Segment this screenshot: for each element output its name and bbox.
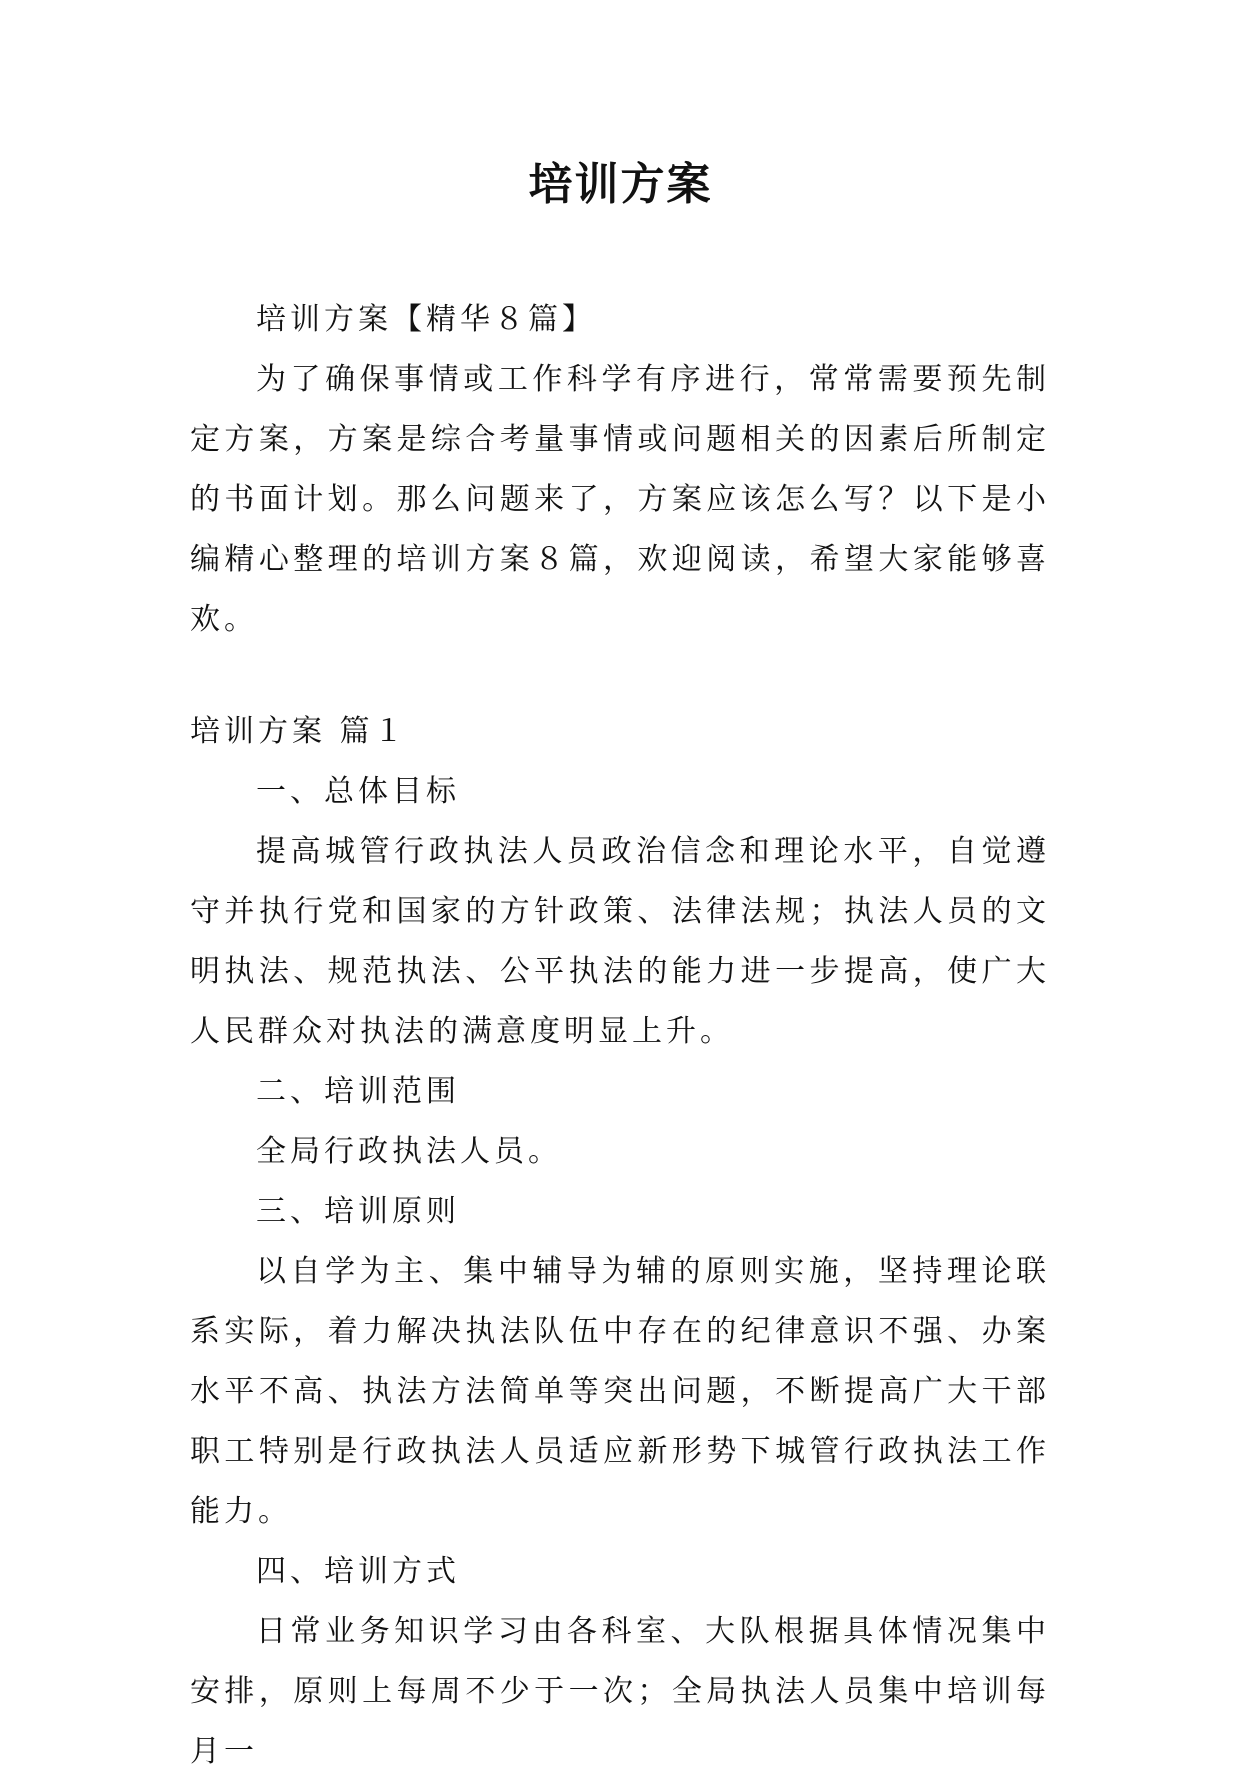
heading-training-principle: 三、培训原则 (256, 1194, 460, 1229)
section-spacer (190, 650, 1050, 702)
intro-paragraph: 为了确保事情或工作科学有序进行，常常需要预先制定方案，方案是综合考量事情或问题相关的因素后所制定的书面计划。那么问题来了，方案应该怎么写？以下是小编精心整理的培训方案８篇，欢迎阅读，希望大家能够喜欢。 (190, 362, 1050, 637)
paragraph-training-principle: 以自学为主、集中辅导为辅的原则实施，坚持理论联系实际，着力解决执法队伍中存在的纪律意识不强、办案水平不高、执法方法简单等突出问题，不断提高广大干部职工特别是行政执法人员适应新形势下城管行政执法工作能力。 (190, 1254, 1050, 1529)
heading-general-goal: 一、总体目标 (256, 774, 460, 809)
paragraph-training-scope: 全局行政执法人员。 (256, 1134, 562, 1169)
document-body (190, 290, 1050, 1782)
section-heading: 培训方案 篇１ (190, 714, 408, 749)
document-subtitle: 培训方案【精华８篇】 (256, 302, 596, 337)
paragraph-general-goal: 提高城管行政执法人员政治信念和理论水平，自觉遵守并执行党和国家的方针政策、法律法规；执法人员的文明执法、规范执法、公平执法的能力进一步提高，使广大人民群众对执法的满意度明显上升。 (190, 834, 1050, 1049)
document-title: 培训方案 (528, 159, 713, 210)
paragraph-training-method: 日常业务知识学习由各科室、大队根据具体情况集中安排，原则上每周不少于一次；全局执法人员集中培训每月一 (190, 1614, 1050, 1769)
heading-training-method: 四、培训方式 (256, 1554, 460, 1589)
heading-training-scope: 二、培训范围 (256, 1074, 460, 1109)
